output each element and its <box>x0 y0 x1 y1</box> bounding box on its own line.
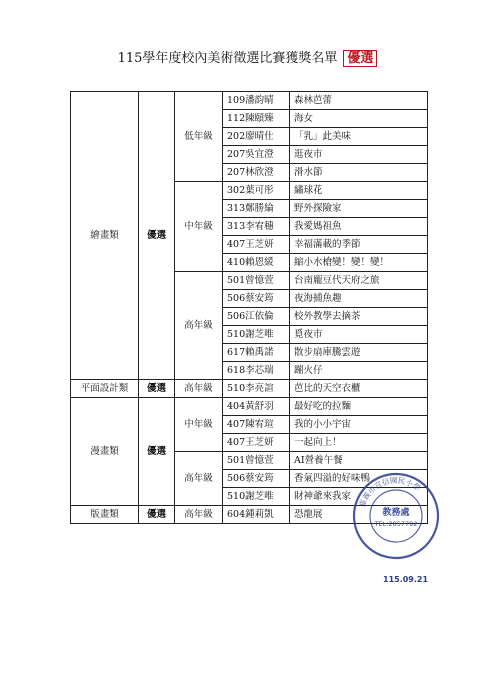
student-name-cell: 302葉可彤 <box>223 182 290 200</box>
student-name-cell: 506蔡安筠 <box>223 470 290 488</box>
grade-level-cell: 高年級 <box>175 380 223 398</box>
category-cell: 版畫類 <box>71 506 139 524</box>
student-name-cell: 404黃舒羽 <box>223 398 290 416</box>
artwork-title-cell: 我的小小宇宙 <box>290 416 428 434</box>
artwork-title-cell: 我愛媽祖魚 <box>290 218 428 236</box>
artwork-title-cell: AI營養午餐 <box>290 452 428 470</box>
grade-level-cell: 低年級 <box>175 92 223 182</box>
student-name-cell: 407王芝妍 <box>223 236 290 254</box>
title-text: 115學年度校內美術徵選比賽獲獎名單 <box>117 51 338 66</box>
artwork-title-cell: 蹦火仔 <box>290 362 428 380</box>
award-cell: 優選 <box>139 398 175 506</box>
student-name-cell: 506江依倫 <box>223 308 290 326</box>
student-name-cell: 501曾憶萱 <box>223 452 290 470</box>
artwork-title-cell: 芭比的天空衣櫃 <box>290 380 428 398</box>
student-name-cell: 202廖晴仕 <box>223 128 290 146</box>
artwork-title-cell: 縮小水槍變！變！變！ <box>290 254 428 272</box>
student-name-cell: 407王芝妍 <box>223 434 290 452</box>
grade-level-cell: 高年級 <box>175 452 223 506</box>
stamp-tel-text: TEL:2857792 <box>374 520 418 528</box>
student-name-cell: 506蔡安筠 <box>223 290 290 308</box>
student-name-cell: 510謝芝唯 <box>223 326 290 344</box>
award-badge: 優選 <box>343 50 377 67</box>
grade-level-cell: 中年級 <box>175 182 223 272</box>
artwork-title-cell: 香氣四溢的好味鴨 <box>290 470 428 488</box>
grade-level-cell: 中年級 <box>175 398 223 452</box>
artwork-title-cell: 散步扇庫騰雲遊 <box>290 344 428 362</box>
student-name-cell: 313鄭勝綸 <box>223 200 290 218</box>
awards-table-body <box>71 92 428 524</box>
artwork-title-cell: 繡球花 <box>290 182 428 200</box>
stamp-ring-text: 嘉義市宣信國民小學 <box>357 475 423 509</box>
artwork-title-cell: 森林芭蕾 <box>290 92 428 110</box>
table-row <box>71 92 428 110</box>
table-row <box>71 380 428 398</box>
student-name-cell: 510李亮諠 <box>223 380 290 398</box>
artwork-title-cell: 財神爺來我家 <box>290 488 428 506</box>
student-name-cell: 407陳宥瑄 <box>223 416 290 434</box>
category-cell: 漫畫類 <box>71 398 139 506</box>
student-name-cell: 618李芯瑞 <box>223 362 290 380</box>
artwork-title-cell: 幸福滿載的季節 <box>290 236 428 254</box>
student-name-cell: 501曾憶萱 <box>223 272 290 290</box>
artwork-title-cell: 最好吃的拉麵 <box>290 398 428 416</box>
artwork-title-cell: 覓夜市 <box>290 326 428 344</box>
grade-level-cell: 高年級 <box>175 272 223 380</box>
artwork-title-cell: 一起向上！ <box>290 434 428 452</box>
student-name-cell: 617賴禹諾 <box>223 344 290 362</box>
artwork-title-cell: 逛夜市 <box>290 146 428 164</box>
student-name-cell: 604鍾莉凱 <box>223 506 290 524</box>
artwork-title-cell: 野外探險家 <box>290 200 428 218</box>
artwork-title-cell: 台南龐豆代天府之旅 <box>290 272 428 290</box>
award-cell: 優選 <box>139 506 175 524</box>
svg-text:嘉義市宣信國民小學 <box>356 476 423 509</box>
grade-level-cell: 高年級 <box>175 506 223 524</box>
document-title <box>0 50 495 68</box>
student-name-cell: 112陳頤臻 <box>223 110 290 128</box>
artwork-title-cell: 恐龍展 <box>290 506 428 524</box>
award-cell: 優選 <box>139 380 175 398</box>
student-name-cell: 410賴恩緩 <box>223 254 290 272</box>
artwork-title-cell: 校外教學去摘茶 <box>290 308 428 326</box>
table-row <box>71 398 428 416</box>
artwork-title-cell: 「乳」此美味 <box>290 128 428 146</box>
school-seal-stamp <box>352 472 440 560</box>
category-cell: 繪畫類 <box>71 92 139 380</box>
student-name-cell: 207林欣澄 <box>223 164 290 182</box>
artwork-title-cell: 夜海捕魚趣 <box>290 290 428 308</box>
student-name-cell: 207吳宜澄 <box>223 146 290 164</box>
awards-table <box>70 91 428 524</box>
issue-date: 115.09.21 <box>383 575 429 584</box>
award-cell: 優選 <box>139 92 175 380</box>
artwork-title-cell: 海女 <box>290 110 428 128</box>
student-name-cell: 510謝芝唯 <box>223 488 290 506</box>
student-name-cell: 109潘韵晴 <box>223 92 290 110</box>
artwork-title-cell: 滑水節 <box>290 164 428 182</box>
student-name-cell: 313李宥穗 <box>223 218 290 236</box>
stamp-center-text: 教務處 <box>382 508 410 518</box>
category-cell: 平面設計類 <box>71 380 139 398</box>
